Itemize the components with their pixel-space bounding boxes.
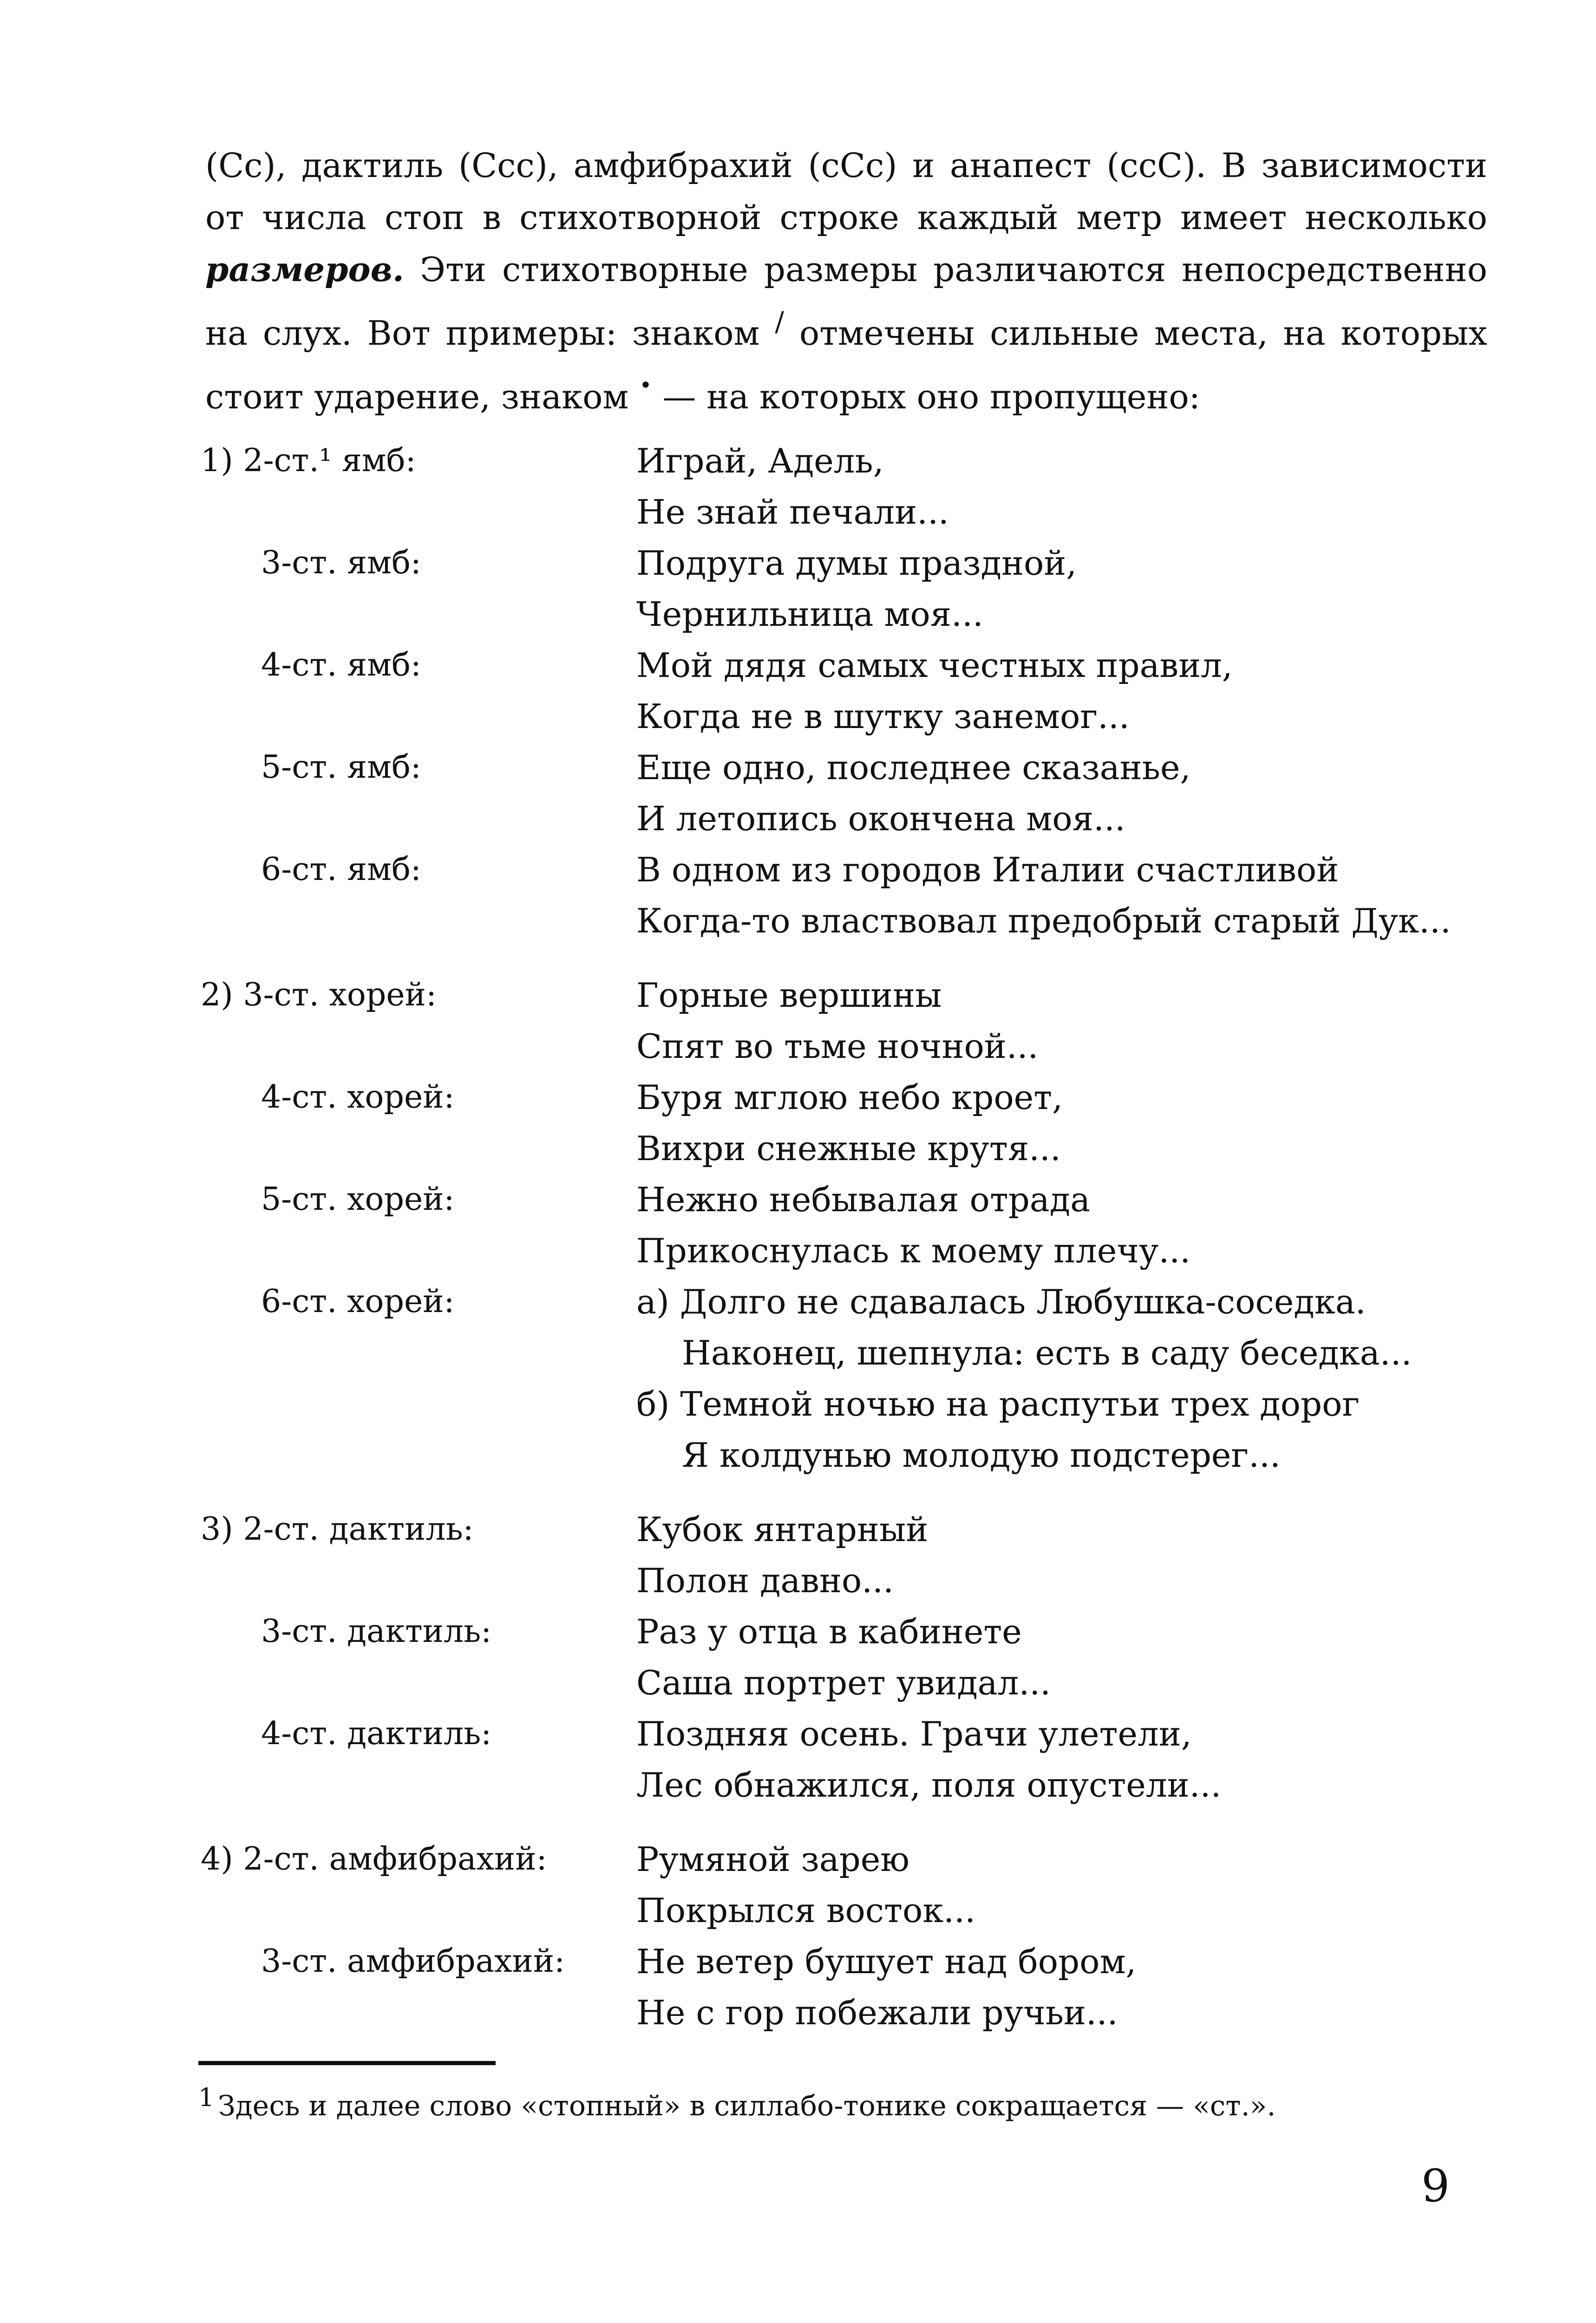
intro-text-2: Эти стихотворные размеры различаются непосредственно на слух. Вот примеры: знаком	[205, 250, 1487, 353]
verse-line: Наконец, шепнула: есть в саду беседка...	[682, 1333, 1412, 1372]
footnote	[198, 2077, 1499, 2127]
verse-line: Вихри снежные крутя...	[636, 1129, 1061, 1168]
meter-row	[201, 1072, 1501, 1174]
meter-label: 6-ст. хорей:	[261, 1283, 455, 1320]
meter-label: 2) 3-ст. хорей:	[201, 977, 437, 1013]
verse-line: Полон давно...	[636, 1561, 894, 1600]
intro-paragraph	[205, 139, 1487, 423]
meter-row	[201, 1936, 1501, 2038]
meter-row	[201, 742, 1501, 844]
meter-row	[201, 1276, 1501, 1481]
skip-mark-glyph: •	[639, 373, 652, 398]
verse-lines	[636, 435, 1501, 538]
verse-lines	[636, 538, 1501, 640]
verse-line: Я колдунью молодую подстерег...	[682, 1436, 1281, 1475]
intro-emphasis: размеров.	[205, 249, 404, 289]
verse-line: Когда не в шутку занемог...	[636, 697, 1130, 736]
verse-line: Мой дядя самых честных правил,	[636, 646, 1233, 685]
meter-label: 4) 2-ст. амфибрахий:	[201, 1841, 547, 1877]
verse-line: Не ветер бушует над бором,	[636, 1942, 1137, 1981]
stress-mark-glyph: /	[775, 306, 784, 337]
verse-lines	[636, 1174, 1501, 1276]
footnote-rule	[198, 2061, 496, 2065]
verse-line: Нежно небывалая отрада	[636, 1180, 1090, 1219]
meter-label: 6-ст. ямб:	[261, 851, 421, 888]
meter-group	[201, 435, 1501, 946]
meter-row	[201, 844, 1501, 946]
meter-row	[201, 640, 1501, 742]
verse-line: Лес обнажился, поля опустели...	[636, 1765, 1222, 1805]
verse-line: Чернильница моя...	[636, 595, 983, 634]
verse-line: В одном из городов Италии счастливой	[636, 850, 1339, 889]
verse-lines	[636, 640, 1501, 742]
meter-group	[201, 1834, 1501, 2038]
verse-line: Кубок янтарный	[636, 1510, 929, 1549]
verse-lines	[636, 1708, 1501, 1811]
verse-line: И летопись окончена моя...	[636, 799, 1125, 838]
verse-lines	[636, 1834, 1501, 1936]
verse-line: Еще одно, последнее сказанье,	[636, 748, 1191, 787]
meter-label: 3-ст. амфибрахий:	[261, 1943, 565, 1980]
verse-line: Румяной зарею	[636, 1840, 910, 1879]
meter-row	[201, 435, 1501, 538]
meter-row	[201, 1834, 1501, 1936]
verse-line: Не с гор побежали ручьи...	[636, 1993, 1118, 2032]
meter-row	[201, 1174, 1501, 1276]
meter-label: 4-ст. ямб:	[261, 647, 421, 683]
verse-line: Саша портрет увидал...	[636, 1663, 1051, 1702]
footnote-text: Здесь и далее слово «стопный» в силлабо-тонике сокращается — «ст.».	[218, 2090, 1276, 2122]
verse-line: Поздняя осень. Грачи улетели,	[636, 1714, 1192, 1753]
verse-line: Покрылся восток...	[636, 1891, 975, 1930]
verse-line: Спят во тьме ночной...	[636, 1027, 1039, 1066]
intro-text-4: — на которых оно пропущено:	[652, 377, 1200, 416]
meter-row	[201, 538, 1501, 640]
verse-line: Прикоснулась к моему плечу...	[636, 1231, 1191, 1270]
page-number: 9	[1421, 2160, 1450, 2212]
meter-label: 4-ст. хорей:	[261, 1079, 455, 1116]
verse-line: а) Долго не сдавалась Любушка-соседка.	[636, 1282, 1366, 1321]
meter-row	[201, 1504, 1501, 1606]
verse-line: Не знай печали...	[636, 492, 949, 532]
verse-line: б) Темной ночью на распутьи трех дорог	[636, 1385, 1360, 1424]
meter-row	[201, 1708, 1501, 1811]
meter-row	[201, 970, 1501, 1072]
meter-row	[201, 1606, 1501, 1708]
verse-lines	[636, 1504, 1501, 1606]
verse-line: Раз у отца в кабинете	[636, 1612, 1022, 1651]
verse-line: Когда-то властвовал предобрый старый Дук...	[636, 901, 1451, 940]
meter-label: 4-ст. дактиль:	[261, 1715, 492, 1752]
meter-examples	[201, 435, 1501, 2061]
meter-label: 3) 2-ст. дактиль:	[201, 1511, 474, 1548]
intro-text-3: отмечены сильные места, на которых стоит ударение, знаком	[205, 314, 1487, 416]
intro-text-1: (Сс), дактиль (Ссс), амфибрахий (сСс) и анапест (ссС). В зависимости от числа стоп в стихотворной строке каждый метр имеет несколько	[205, 146, 1487, 237]
verse-line: Подруга думы праздной,	[636, 544, 1077, 583]
verse-lines	[636, 1276, 1501, 1481]
verse-lines	[636, 742, 1501, 844]
verse-line: Играй, Адель,	[636, 441, 884, 480]
meter-label: 1) 2-ст.¹ ямб:	[201, 442, 416, 479]
meter-label: 3-ст. дактиль:	[261, 1613, 492, 1650]
verse-lines	[636, 844, 1501, 946]
verse-lines	[636, 1606, 1501, 1708]
meter-label: 3-ст. ямб:	[261, 545, 421, 581]
meter-label: 5-ст. ямб:	[261, 749, 421, 786]
verse-lines	[636, 970, 1501, 1072]
verse-lines	[636, 1936, 1501, 2038]
meter-label: 5-ст. хорей:	[261, 1181, 455, 1218]
verse-line: Горные вершины	[636, 976, 942, 1015]
verse-line: Буря мглою небо кроет,	[636, 1078, 1063, 1117]
footnote-mark: 1	[198, 2083, 215, 2112]
meter-group	[201, 1504, 1501, 1811]
verse-lines	[636, 1072, 1501, 1174]
meter-group	[201, 970, 1501, 1481]
